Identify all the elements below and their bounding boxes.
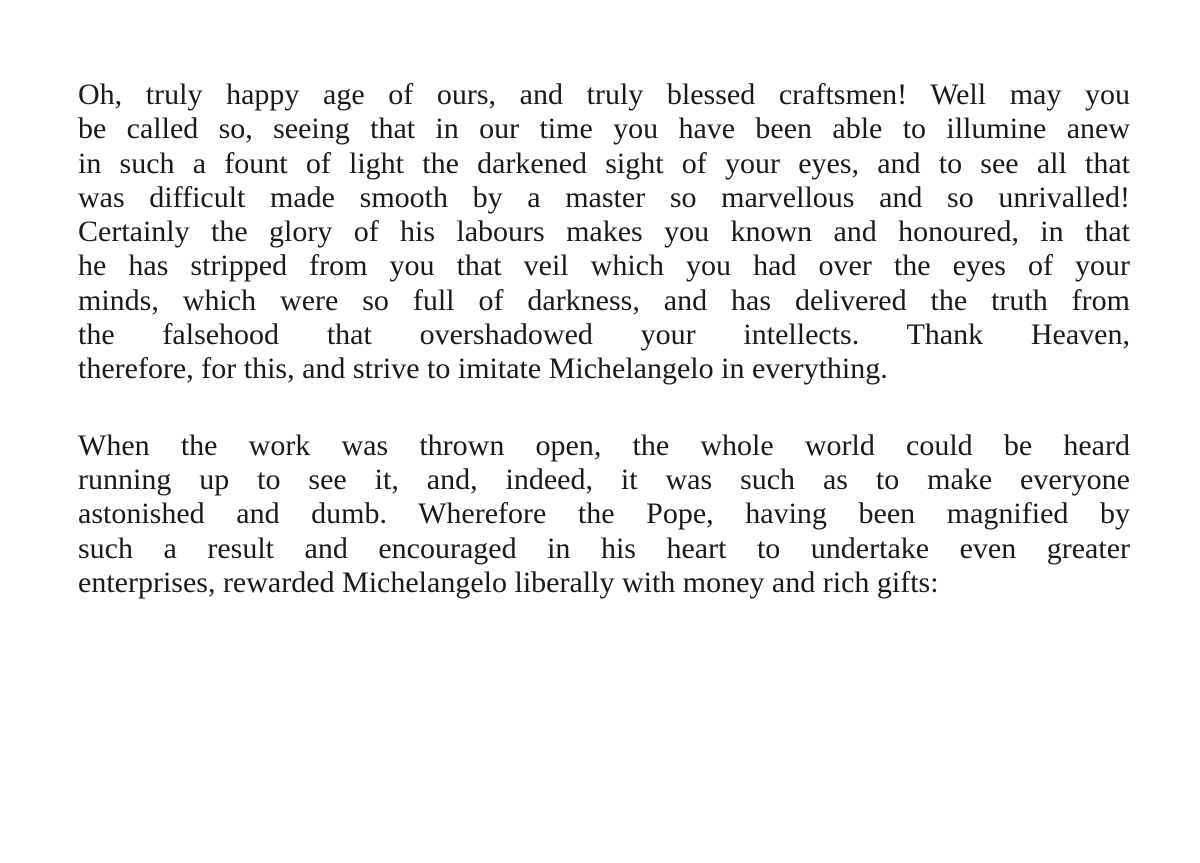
paragraph-1-line: the falsehood that overshadowed your intellects. Thank Heaven, [78,318,1130,352]
paragraph-1-line: in such a fount of light the darkened sight of your eyes, and to see all that [78,146,1130,180]
paragraph-2-line: enterprises, rewarded Michelangelo liberally with money and rich gifts: [78,565,939,599]
document-page [78,78,1130,600]
paragraph-2-line: When the work was thrown open, the whole world could be heard [78,428,1130,462]
paragraph-2-line: running up to see it, and, indeed, it was such as to make everyone [78,462,1130,496]
paragraph-2-line: astonished and dumb. Wherefore the Pope, having been magnified by [78,497,1130,531]
paragraph-1-line: therefore, for this, and strive to imitate Michelangelo in everything. [78,352,888,386]
paragraph-1 [78,78,1130,387]
paragraph-1-line: Certainly the glory of his labours makes you known and honoured, in that [78,215,1130,249]
paragraph-1-line: be called so, seeing that in our time you have been able to illumine anew [78,112,1130,146]
paragraph-2 [78,429,1130,600]
paragraph-1-line: Oh, truly happy age of ours, and truly blessed craftsmen! Well may you [78,78,1130,111]
paragraph-1-line: was difficult made smooth by a master so marvellous and so unrivalled! [78,180,1130,214]
paragraph-2-line: such a result and encouraged in his heart to undertake even greater [78,531,1130,565]
paragraph-1-line: minds, which were so full of darkness, and has delivered the truth from [78,283,1130,317]
paragraph-1-line: he has stripped from you that veil which you had over the eyes of your [78,249,1130,283]
